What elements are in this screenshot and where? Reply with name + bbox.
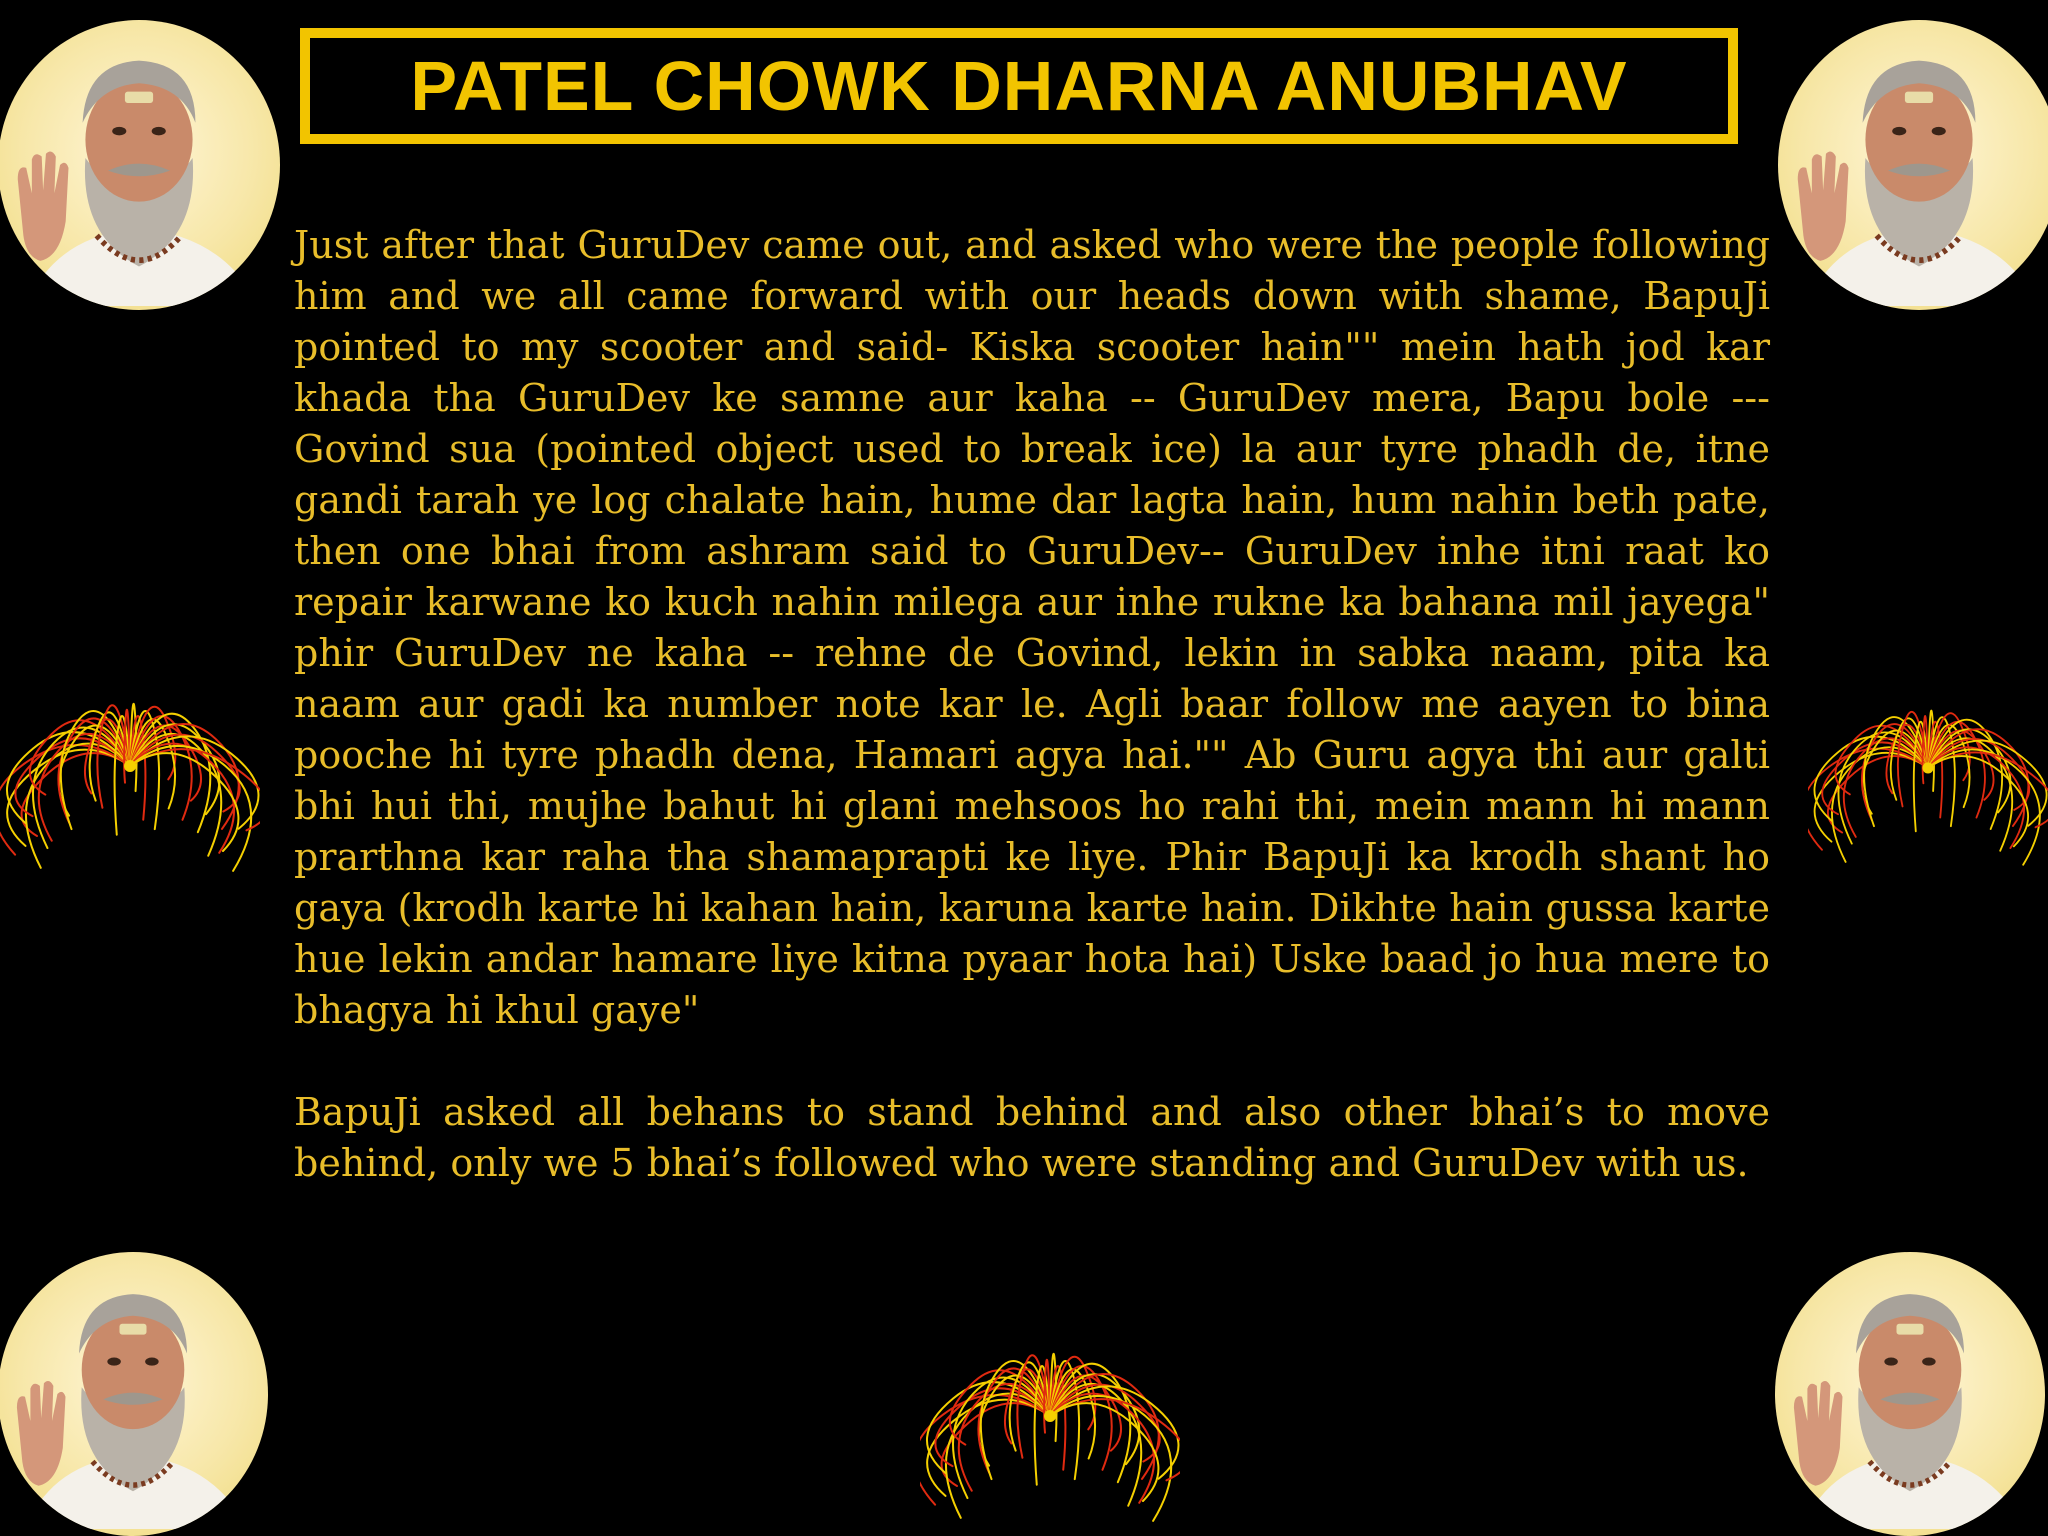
guru-portrait-icon xyxy=(0,1252,268,1536)
guru-portrait-icon xyxy=(1775,1252,2045,1536)
story-text xyxy=(294,220,1770,1240)
page-title: PATEL CHOWK DHARNA ANUBHAV xyxy=(410,47,1628,125)
guru-portrait-icon xyxy=(1778,20,2048,310)
paragraph-2: BapuJi asked all behans to stand behind and also other bhai’s to move behind, only we 5 bhai’s followed who were standing and GuruDev with us. xyxy=(294,1090,1770,1185)
firework-burst-icon xyxy=(920,1346,1180,1536)
title-banner xyxy=(300,28,1738,144)
firework-burst-icon xyxy=(1808,696,2048,886)
paragraph-1: Just after that GuruDev came out, and asked who were the people following him and we all came forward with our heads down with shame, BapuJi pointed to my scooter and said- Kiska scooter hain"" mein hath jod kar khada tha GuruDev ke samne aur kaha -- GuruDev mera, Bapu bole --- Govind sua (pointed object used to break ice) la aur tyre phadh de, itne gandi tarah ye log chalate hain, hume dar lagta hain, hum nahin beth pate, then one bhai from ashram said to GuruDev-- GuruDev inhe itni raat ko repair karwane ko kuch nahin milega aur inhe rukne ka bahana mil jayega" phir GuruDev ne kaha -- rehne de Govind, lekin in sabka naam, pita ka naam aur gadi ka number note kar le. Agli baar follow me aayen to bina pooche hi tyre phadh dena, Hamari agya hai."" Ab Guru agya thi aur galti bhi hui thi, mujhe bahut hi glani mehsoos ho rahi thi, mein mann hi mann prarthna kar raha tha shamaprapti ke liye. Phir BapuJi ka krodh shant ho gaya (krodh karte hi kahan hain, karuna karte hain. Dikhte hain gussa karte hue lekin andar hamare liye kitna pyaar hota hai) Uske baad jo hua mere to bhagya hi khul gaye" xyxy=(294,223,1770,1032)
guru-portrait-icon xyxy=(0,20,280,310)
firework-burst-icon xyxy=(0,696,260,886)
